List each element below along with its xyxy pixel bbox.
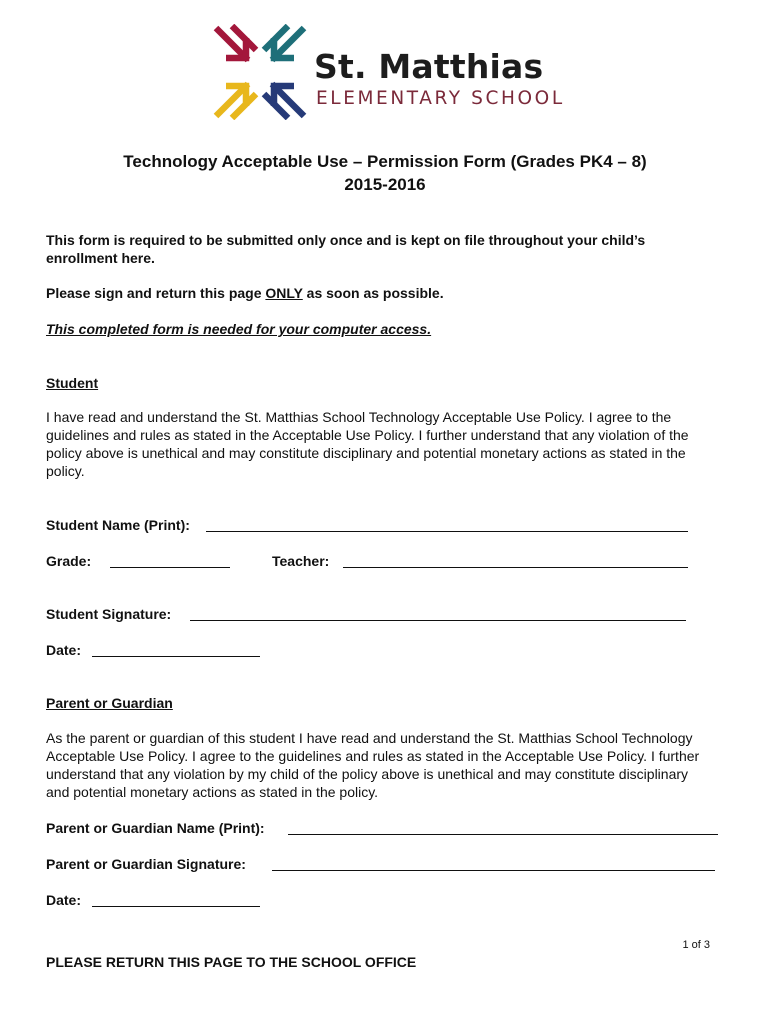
parent-date-label: Date: [46,892,82,908]
return-instruction: PLEASE RETURN THIS PAGE TO THE SCHOOL OFFICE [46,954,417,970]
grade-line[interactable] [110,567,230,568]
school-logo [212,24,572,124]
school-name: St. Matthias [314,47,544,86]
sign-text-after: as soon as possible. [302,285,444,301]
sign-only-emphasis: ONLY [265,285,303,301]
required-notice: This form is required to be submitted only once and is kept on file throughout your child’s enrollment here. [46,232,646,266]
student-name-line[interactable] [206,531,688,532]
computer-access-notice: This completed form is needed for your computer access. [46,321,432,337]
parent-heading: Parent or Guardian [46,695,173,711]
student-date-label: Date: [46,642,82,658]
student-signature-line[interactable] [190,620,686,621]
arrows-logo-icon [212,24,308,120]
sign-text-before: Please sign and return this page [46,285,266,301]
parent-name-label: Parent or Guardian Name (Print): [46,820,265,836]
student-name-label: Student Name (Print): [46,517,190,533]
sign-return-notice [46,284,706,302]
parent-date-line[interactable] [92,906,260,907]
parent-signature-line[interactable] [272,870,715,871]
grade-label: Grade: [46,553,92,569]
parent-signature-label: Parent or Guardian Signature: [46,856,246,872]
parent-agreement-text: As the parent or guardian of this student I have read and understand the St. Matthias School Technology Acceptable Use Policy. I agree to the guidelines and rules as stated in the Acceptable Use Policy. I further understand that any violation by my child of the policy above is unethical and may constitute disciplinary and potential monetary actions as stated in the policy. [46,730,700,800]
school-subtitle: ELEMENTARY SCHOOL [316,88,565,109]
parent-name-line[interactable] [288,834,718,835]
form-title: Technology Acceptable Use – Permission Form (Grades PK4 – 8) [123,152,647,171]
student-signature-label: Student Signature: [46,606,172,622]
page-number: 1 of 3 [682,939,710,951]
school-year: 2015-2016 [344,175,426,194]
student-date-line[interactable] [92,656,260,657]
teacher-label: Teacher: [272,553,330,569]
student-heading: Student [46,375,99,391]
teacher-line[interactable] [343,567,688,568]
student-agreement-text: I have read and understand the St. Matthias School Technology Acceptable Use Policy. I agree to the guidelines and rules as stated in the Acceptable Use Policy. I further understand that any violation of the policy above is unethical and may constitute disciplinary and potential monetary actions as stated in the policy. [46,409,689,479]
